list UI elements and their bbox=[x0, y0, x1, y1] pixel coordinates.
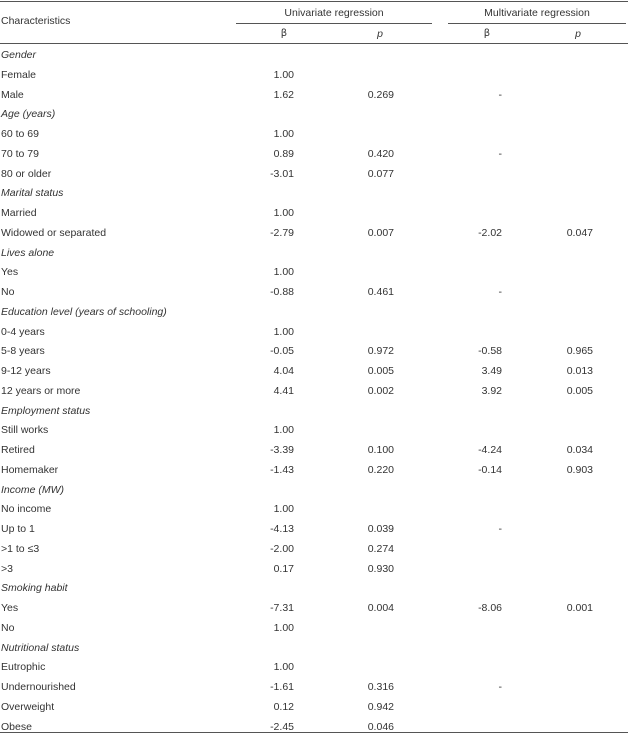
category-label: Marital status bbox=[1, 187, 63, 199]
table-row bbox=[0, 657, 628, 677]
row-label: 70 to 79 bbox=[1, 148, 39, 160]
header-univariate-p: p bbox=[350, 28, 410, 40]
row-label: Retired bbox=[1, 444, 35, 456]
row-label: Eutrophic bbox=[1, 661, 45, 673]
table-row bbox=[0, 262, 628, 282]
category-label: Age (years) bbox=[1, 108, 55, 120]
row-label: Married bbox=[1, 207, 37, 219]
category-label: Gender bbox=[1, 49, 36, 61]
category-label: Education level (years of schooling) bbox=[1, 306, 167, 318]
table-row bbox=[0, 440, 628, 460]
univariate-beta-cell: 1.00 bbox=[234, 326, 294, 338]
multivariate-beta-cell: - bbox=[442, 523, 502, 535]
header-bottom-rule bbox=[0, 43, 628, 44]
multivariate-beta-cell: 3.92 bbox=[442, 385, 502, 397]
table-row bbox=[0, 341, 628, 361]
category-row bbox=[0, 401, 628, 421]
row-label: Yes bbox=[1, 602, 18, 614]
row-label: Yes bbox=[1, 266, 18, 278]
row-label: >3 bbox=[1, 563, 13, 575]
univariate-beta-cell: 0.12 bbox=[234, 701, 294, 713]
univariate-p-cell: 0.316 bbox=[334, 681, 394, 693]
row-label: No bbox=[1, 286, 14, 298]
univariate-beta-cell: 1.00 bbox=[234, 622, 294, 634]
table-row bbox=[0, 282, 628, 302]
row-label: 5-8 years bbox=[1, 345, 45, 357]
multivariate-beta-cell: 3.49 bbox=[442, 365, 502, 377]
univariate-beta-cell: 0.89 bbox=[234, 148, 294, 160]
row-label: 12 years or more bbox=[1, 385, 80, 397]
univariate-p-cell: 0.972 bbox=[334, 345, 394, 357]
table-row bbox=[0, 559, 628, 579]
multivariate-underline bbox=[448, 23, 626, 24]
multivariate-p-cell: 0.047 bbox=[533, 227, 593, 239]
table-row bbox=[0, 519, 628, 539]
table-row bbox=[0, 85, 628, 105]
table-top-rule bbox=[0, 1, 628, 2]
univariate-beta-cell: -2.79 bbox=[234, 227, 294, 239]
univariate-p-cell: 0.007 bbox=[334, 227, 394, 239]
table-row bbox=[0, 697, 628, 717]
category-label: Income (MW) bbox=[1, 484, 64, 496]
table-row bbox=[0, 144, 628, 164]
multivariate-beta-cell: -2.02 bbox=[442, 227, 502, 239]
table-row bbox=[0, 322, 628, 342]
univariate-p-cell: 0.046 bbox=[334, 721, 394, 733]
table-row bbox=[0, 598, 628, 618]
multivariate-beta-cell: - bbox=[442, 148, 502, 160]
header-multivariate: Multivariate regression bbox=[448, 7, 626, 19]
multivariate-beta-cell: - bbox=[442, 89, 502, 101]
row-label: >1 to ≤3 bbox=[1, 543, 39, 555]
univariate-beta-cell: -0.88 bbox=[234, 286, 294, 298]
table-row bbox=[0, 124, 628, 144]
multivariate-p-cell: 0.005 bbox=[533, 385, 593, 397]
univariate-beta-cell: 1.00 bbox=[234, 266, 294, 278]
univariate-p-cell: 0.039 bbox=[334, 523, 394, 535]
table-row bbox=[0, 618, 628, 638]
table-bottom-rule bbox=[0, 732, 628, 733]
table-row bbox=[0, 203, 628, 223]
univariate-p-cell: 0.269 bbox=[334, 89, 394, 101]
univariate-beta-cell: -3.01 bbox=[234, 168, 294, 180]
univariate-p-cell: 0.220 bbox=[334, 464, 394, 476]
multivariate-beta-cell: -0.58 bbox=[442, 345, 502, 357]
row-label: Undernourished bbox=[1, 681, 76, 693]
row-label: 0-4 years bbox=[1, 326, 45, 338]
univariate-beta-cell: -4.13 bbox=[234, 523, 294, 535]
category-row bbox=[0, 104, 628, 124]
multivariate-p-cell: 0.034 bbox=[533, 444, 593, 456]
univariate-beta-cell: 1.00 bbox=[234, 503, 294, 515]
multivariate-beta-cell: -0.14 bbox=[442, 464, 502, 476]
multivariate-beta-cell: -4.24 bbox=[442, 444, 502, 456]
header-multivariate-beta: β bbox=[457, 28, 517, 39]
univariate-p-cell: 0.077 bbox=[334, 168, 394, 180]
row-label: Homemaker bbox=[1, 464, 58, 476]
category-row bbox=[0, 638, 628, 658]
univariate-beta-cell: 4.41 bbox=[234, 385, 294, 397]
header-univariate-beta: β bbox=[254, 28, 314, 39]
univariate-beta-cell: -1.61 bbox=[234, 681, 294, 693]
univariate-beta-cell: 1.00 bbox=[234, 207, 294, 219]
header-multivariate-p: p bbox=[548, 28, 608, 40]
univariate-beta-cell: -1.43 bbox=[234, 464, 294, 476]
univariate-beta-cell: -2.45 bbox=[234, 721, 294, 733]
row-label: Up to 1 bbox=[1, 523, 35, 535]
category-label: Employment status bbox=[1, 405, 90, 417]
row-label: Still works bbox=[1, 424, 48, 436]
category-row bbox=[0, 183, 628, 203]
category-label: Nutritional status bbox=[1, 642, 79, 654]
category-row bbox=[0, 45, 628, 65]
multivariate-p-cell: 0.001 bbox=[533, 602, 593, 614]
category-row bbox=[0, 578, 628, 598]
univariate-beta-cell: 1.00 bbox=[234, 128, 294, 140]
univariate-underline bbox=[236, 23, 432, 24]
univariate-beta-cell: 1.00 bbox=[234, 661, 294, 673]
table-row bbox=[0, 164, 628, 184]
univariate-beta-cell: 1.00 bbox=[234, 424, 294, 436]
row-label: Male bbox=[1, 89, 24, 101]
univariate-beta-cell: -2.00 bbox=[234, 543, 294, 555]
header-characteristics: Characteristics bbox=[1, 15, 70, 27]
table-row bbox=[0, 381, 628, 401]
univariate-p-cell: 0.274 bbox=[334, 543, 394, 555]
table-row bbox=[0, 499, 628, 519]
row-label: 60 to 69 bbox=[1, 128, 39, 140]
table-row bbox=[0, 65, 628, 85]
univariate-beta-cell: -7.31 bbox=[234, 602, 294, 614]
table-row bbox=[0, 361, 628, 381]
table-row bbox=[0, 420, 628, 440]
univariate-p-cell: 0.461 bbox=[334, 286, 394, 298]
header-univariate: Univariate regression bbox=[236, 7, 432, 19]
multivariate-p-cell: 0.965 bbox=[533, 345, 593, 357]
univariate-p-cell: 0.420 bbox=[334, 148, 394, 160]
row-label: Female bbox=[1, 69, 36, 81]
row-label: No income bbox=[1, 503, 51, 515]
row-label: No bbox=[1, 622, 14, 634]
category-label: Smoking habit bbox=[1, 582, 68, 594]
category-row bbox=[0, 480, 628, 500]
row-label: Overweight bbox=[1, 701, 54, 713]
univariate-beta-cell: 1.62 bbox=[234, 89, 294, 101]
table-row bbox=[0, 717, 628, 736]
row-label: Widowed or separated bbox=[1, 227, 106, 239]
univariate-p-cell: 0.100 bbox=[334, 444, 394, 456]
univariate-p-cell: 0.930 bbox=[334, 563, 394, 575]
multivariate-beta-cell: - bbox=[442, 681, 502, 693]
multivariate-beta-cell: - bbox=[442, 286, 502, 298]
univariate-beta-cell: 0.17 bbox=[234, 563, 294, 575]
univariate-beta-cell: -0.05 bbox=[234, 345, 294, 357]
category-row bbox=[0, 302, 628, 322]
multivariate-p-cell: 0.013 bbox=[533, 365, 593, 377]
row-label: Obese bbox=[1, 721, 32, 733]
univariate-beta-cell: 4.04 bbox=[234, 365, 294, 377]
univariate-p-cell: 0.004 bbox=[334, 602, 394, 614]
table-row bbox=[0, 460, 628, 480]
row-label: 9-12 years bbox=[1, 365, 51, 377]
univariate-beta-cell: -3.39 bbox=[234, 444, 294, 456]
univariate-p-cell: 0.942 bbox=[334, 701, 394, 713]
multivariate-beta-cell: -8.06 bbox=[442, 602, 502, 614]
category-label: Lives alone bbox=[1, 247, 54, 259]
table-row bbox=[0, 539, 628, 559]
univariate-beta-cell: 1.00 bbox=[234, 69, 294, 81]
row-label: 80 or older bbox=[1, 168, 51, 180]
table-body bbox=[0, 45, 628, 736]
univariate-p-cell: 0.005 bbox=[334, 365, 394, 377]
univariate-p-cell: 0.002 bbox=[334, 385, 394, 397]
table-row bbox=[0, 223, 628, 243]
multivariate-p-cell: 0.903 bbox=[533, 464, 593, 476]
table-row bbox=[0, 677, 628, 697]
category-row bbox=[0, 243, 628, 263]
